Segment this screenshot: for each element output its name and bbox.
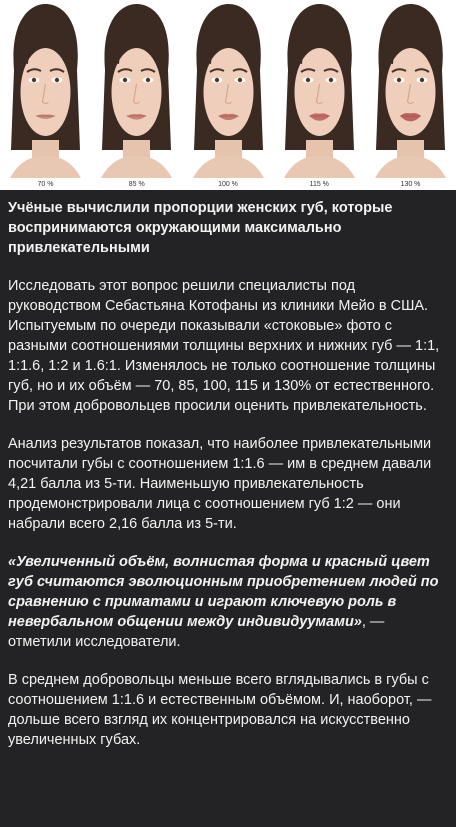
article-paragraph-3 [8, 552, 448, 652]
face-portrait [0, 0, 91, 178]
article-headline: Учёные вычислили пропорции женских губ, которые воспринимаются окружающими максимально привлекательными [8, 200, 393, 256]
article-text [0, 190, 456, 768]
quote-attribution: , — отметили исследователи. [8, 614, 385, 650]
face-portrait [91, 0, 182, 178]
face-card [91, 0, 182, 190]
face-caption: 70 % [37, 181, 54, 188]
face-caption: 100 % [218, 181, 238, 188]
article-paragraph-2: Анализ результатов показал, что наиболее привлекательными посчитали губы с соотношением 1:1.6 — им в среднем давали 4,21 балла из 5-ти. Наименьшую привлекательность продемонстрировали лица с соотношением губ 1:2 — они набрали всего 2,16 балла из 5-ти. [8, 436, 432, 532]
researchers-quote: «Увеличенный объём, волнистая форма и красный цвет губ считаются эволюционным приобретением людей по сравнению с приматами и играют ключевую роль в невербальном общении между индивидуумами» [8, 554, 439, 630]
face-portrait [365, 0, 456, 178]
article-paragraph-1: Исследовать этот вопрос решили специалисты под руководством Себастьяна Котофаны из клиники Мейо в США. Испытуемым по очереди показывали «стоковые» фото с разными соотношениями толщины верхних и нижних губ — 1:1, 1:1.6, 1:2 и 1.6:1. Изменялось не только соотношение толщины губ, но и их объём — 70, 85, 100, 115 и 130% от естественного. При этом добровольцев просили оценить привлекательность. [8, 278, 440, 414]
face-portrait [274, 0, 365, 178]
face-card [274, 0, 365, 190]
face-card [183, 0, 274, 190]
lip-comparison-image [0, 0, 456, 190]
face-caption: 130 % [400, 181, 421, 188]
face-card [0, 0, 91, 190]
article-paragraph-4: В среднем добровольцы меньше всего вглядывались в губы с соотношением 1:1.6 и естественным объёмом. И, наоборот, — дольше всего взгляд их концентрировался на искусственно увеличенных губах. [8, 672, 432, 748]
face-caption: 115 % [309, 181, 329, 188]
face-caption: 85 % [128, 181, 145, 188]
face-card [365, 0, 456, 190]
face-portrait [183, 0, 274, 178]
